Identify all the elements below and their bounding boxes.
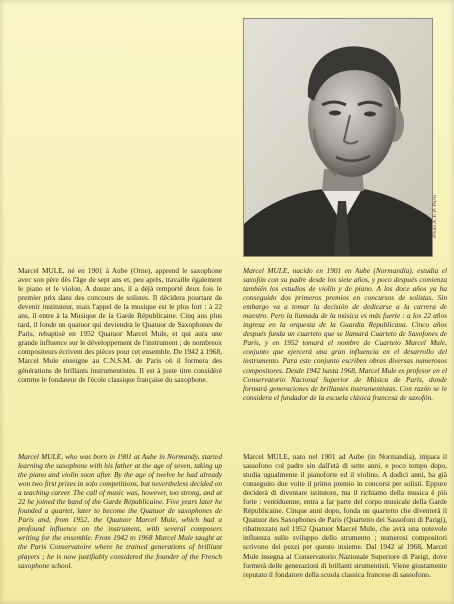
portrait-image [244, 19, 432, 256]
text-italian: Marcel MULE, nato nel 1901 ad Aube (in Normandia), impara il sassofono col padre sin dall'età di sette anni, e poco tempo dopo, studia ugualmente il pianoforte ed il violino. A dodici anni, ha già conseguito due volte il primo premio in concorsi per solisti. Eppure deciderà di diventare istitutore, ma il richiamo della musica è più forte : ventiduenne, entra a far parte del corpo musicale della Garde Républicaine. Cinque anni dopo, fonda un quartetto che diventerà il Quatuor des Saxophones de Paris (Quartetto dei Sassofoni di Parigi), ribattezzato nel 1952 Quatuor Marcel Mule, che avrà una notevole influenza sullo sviluppo dello strumento ; numerosi compositori scrivono dei pezzi per questo insieme. Dal 1942 al 1968, Marcel Mule insegna al Conservatorio Nazionale Superiore di Parigi, dove formerà delle generazioni di brillanti strumentisti. Viene giustamente reputato il fondatore della scuola classica francese di sassofono. [243, 452, 447, 579]
text-english: Marcel MULE, who was born in 1901 at Aube in Normandy, started learning the saxophone with his father at the age of seven, taking up the piano and violin soon after. By the age of twelve he had already won two first prizes in solo competitions, but nevertheless decided on a teaching career. The call of music was, however, too strong, and at 22 he joined the band of the Garde Républicaine. Five years later he founded a quartet, later to become the Quatuor de saxophones de Paris and, from 1952, the Quatuor Marcel Mule, which had a profound influence on the instrument, with several composers writing for the ensemble. From 1942 to 1968 Marcel Mule taught at the Paris Conservatoire where he trained generations of brilliant players ; he is now justifiably considered the founder of the French saxophone school. [18, 452, 222, 570]
portrait-photo [243, 18, 433, 257]
text-spanish: Marcel MULE, nacido en 1901 en Aube (Normandía), estudia el saxofón con su padre desde los siete años, y poco después comienza también los estudios de violín y de piano. A los doce años ya ha conseguido dos primeros premios en concursos de solistas. Sin embargo va a tomar la decisión de dedicarse a la carrera de maestro. Pero la llamada de la música es más fuerte : a los 22 años ingresa en la orquesta de la Guardia Republicana. Cinco años después funda un cuarteto que se llamará Cuarteto de Saxofones de París, y en 1952 tomará el nombre de Cuarteto Marcel Mule, conjunto que ejercerá una gran influencia en el desarrollo del instrumento. Para este conjunto escriben obras diversas numerosos compositores. Desde 1942 hasta 1968, Marcel Mule es profesor en el Conservatorio Nacional Superior de Música de París, donde formará generaciones de brillantes instrumentistas. Con razón se le considera el fundador de la escuela clásica francesa de saxofón. [243, 266, 447, 402]
text-french: Marcel MULE, né en 1901 à Aube (Orne), apprend le saxophone avec son père dès l'âge de sept ans et, peu après, travaille également le piano et le violon. A douze ans, il a déjà remporté deux fois le premier prix dans des concours de solistes. Il décidera pourtant de devenir instituteur, mais l'appel de la musique est le plus fort : à 22 ans, il entre à la Musique de la Garde Républicaine. Cinq ans plus tard, il fonde un quatuor qui deviendra le Quatuor de Saxophones de Paris, rebaptisé en 1952 Quatuor Marcel Mule, et qui aura une grande influence sur le développement de l'instrument ; de nombreux compositeurs écrivent des pièces pour cet ensemble. De 1942 à 1968, Marcel Mule enseigne au C.N.S.M. de Paris où il formera des générations de brillants instrumentistes. Il est à juste titre considéré comme le fondateur de l'école classique française du saxophone. [18, 266, 222, 384]
photo-credit: Photo A. F. P. Paris [432, 194, 438, 238]
